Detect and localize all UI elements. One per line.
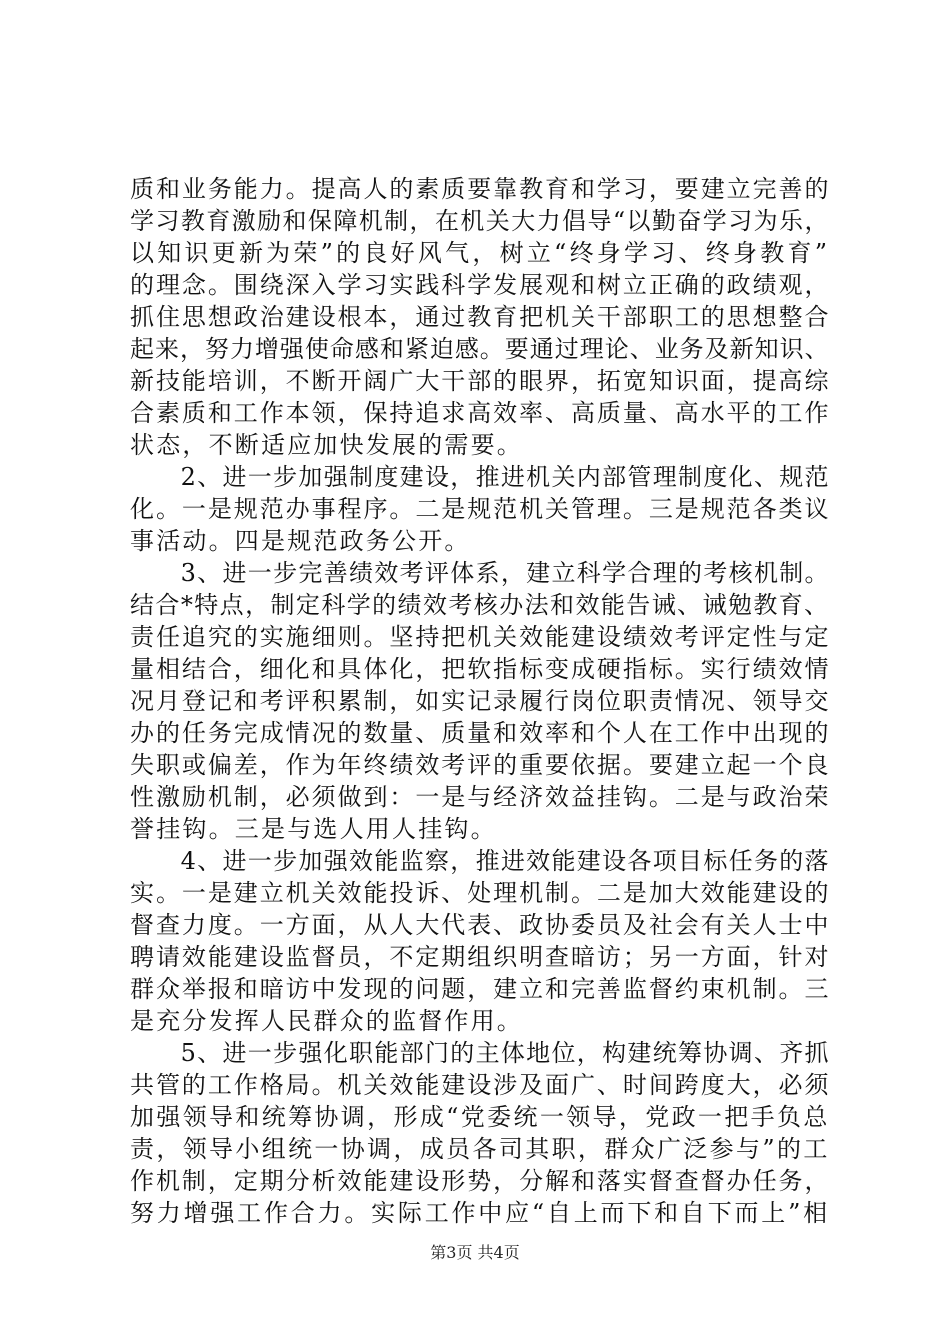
text-line: 学习教育激励和保障机制，在机关大力倡导“以勤奋学习为乐， <box>130 207 830 235</box>
text-line: 实。一是建立机关效能投诉、处理机制。二是加大效能建设的 <box>130 879 831 907</box>
text-line: 作机制，定期分析效能建设形势，分解和落实督查督办任务， <box>130 1167 831 1195</box>
text-line: 事活动。四是规范政务公开。 <box>130 527 471 555</box>
text-line: 共管的工作格局。机关效能建设涉及面广、时间跨度大，必须 <box>130 1071 831 1099</box>
text-line: 督查力度。一方面，从人大代表、政协委员及社会有关人士中 <box>130 911 831 939</box>
text-line: 4、进一步加强效能监察，推进效能建设各项目标任务的落 <box>130 847 830 875</box>
text-line: 况月登记和考评积累制，如实记录履行岗位职责情况、领导交 <box>130 687 831 715</box>
page-number-label: 第3页 共4页 <box>430 1243 520 1262</box>
text-line: 努力增强工作合力。实际工作中应“自上而下和自下而上”相 <box>130 1199 830 1227</box>
text-line: 合素质和工作本领，保持追求高效率、高质量、高水平的工作 <box>130 399 831 427</box>
text-line: 群众举报和暗访中发现的问题，建立和完善监督约束机制。三 <box>130 975 831 1003</box>
text-line: 办的任务完成情况的数量、质量和效率和个人在工作中出现的 <box>130 719 831 747</box>
text-line: 聘请效能建设监督员，不定期组织明查暗访；另一方面，针对 <box>130 943 831 971</box>
text-line: 2、进一步加强制度建设，推进机关内部管理制度化、规范 <box>130 463 830 491</box>
text-line: 誉挂钩。三是与选人用人挂钩。 <box>130 815 497 843</box>
text-line: 责任追究的实施细则。坚持把机关效能建设绩效考评定性与定 <box>130 623 831 651</box>
text-line: 起来，努力增强使命感和紧迫感。要通过理论、业务及新知识、 <box>130 335 830 363</box>
text-line: 是充分发挥人民群众的监督作用。 <box>130 1007 523 1035</box>
text-line: 5、进一步强化职能部门的主体地位，构建统筹协调、齐抓 <box>130 1039 830 1067</box>
text-line: 性激励机制，必须做到：一是与经济效益挂钩。二是与政治荣 <box>130 783 831 811</box>
text-line: 3、进一步完善绩效考评体系，建立科学合理的考核机制。 <box>130 559 830 587</box>
text-line: 失职或偏差，作为年终绩效考评的重要依据。要建立起一个良 <box>130 751 831 779</box>
text-line: 量相结合，细化和具体化，把软指标变成硬指标。实行绩效情 <box>130 655 831 683</box>
text-line: 加强领导和统筹协调，形成“党委统一领导，党政一把手负总 <box>130 1103 830 1131</box>
text-line: 新技能培训，不断开阔广大干部的眼界，拓宽知识面，提高综 <box>130 367 831 395</box>
body-text <box>130 173 830 1229</box>
text-line: 的理念。围绕深入学习实践科学发展观和树立正确的政绩观， <box>130 271 831 299</box>
text-line: 状态，不断适应加快发展的需要。 <box>130 431 523 459</box>
text-line: 责，领导小组统一协调，成员各司其职，群众广泛参与”的工 <box>130 1135 830 1163</box>
text-line: 化。一是规范办事程序。二是规范机关管理。三是规范各类议 <box>130 495 831 523</box>
text-line: 抓住思想政治建设根本，通过教育把机关干部职工的思想整合 <box>130 303 831 331</box>
text-line: 结合*特点，制定科学的绩效考核办法和效能告诫、诫勉教育、 <box>130 591 830 619</box>
text-line: 以知识更新为荣”的良好风气，树立“终身学习、终身教育” <box>130 239 831 267</box>
text-line: 质和业务能力。提高人的素质要靠教育和学习，要建立完善的 <box>130 175 831 203</box>
page-footer <box>0 1243 950 1263</box>
